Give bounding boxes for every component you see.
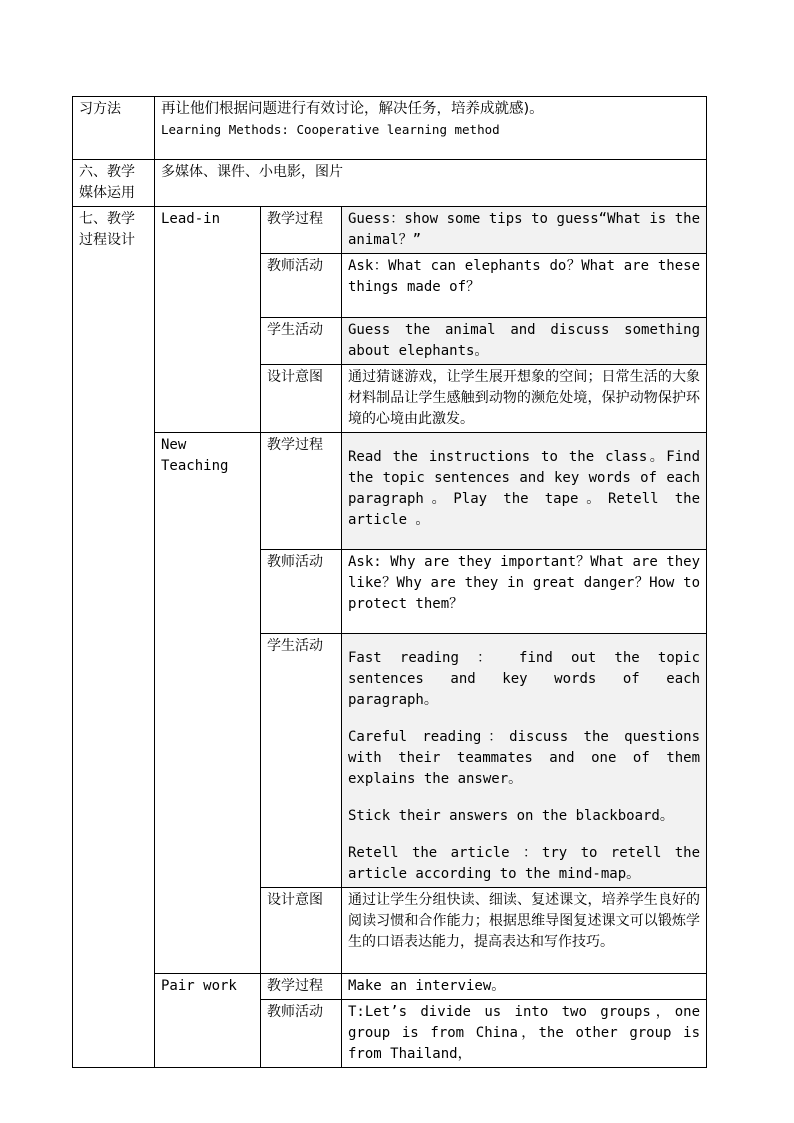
leadin-teacher-text: Ask：What can elephants do？What are these things made of？ <box>342 254 707 318</box>
new-process-label: 教学过程 <box>261 433 342 550</box>
fast-reading-text: Fast reading ： find out the topic sentences and key words of each paragraph。 <box>348 650 701 708</box>
leadin-teacher-label: 教师活动 <box>261 254 342 318</box>
new-process-text: Read the instructions to the class。Find the topic sentences and key words of each paragraph。Play the tape。Retell the article 。 <box>342 433 707 550</box>
methods-line-2: Learning Methods: Cooperative learning method <box>161 122 500 137</box>
pair-teacher-text: T:Let’s divide us into two groups，one group is from China，the other group is from Thailand， <box>342 1000 707 1068</box>
pair-row-1 <box>73 974 707 1000</box>
media-label: 六、教学媒体运用 <box>73 160 155 207</box>
careful-reading-text: Careful reading：discuss the questions with their teammates and one of them explains the answer。 <box>348 729 701 787</box>
leadin-row-1 <box>73 207 707 254</box>
new-row-1 <box>73 433 707 550</box>
leadin-intent-text: 通过猜谜游戏，让学生展开想象的空间；日常生活的大象材料制品让学生感触到动物的濒危处境，保护动物保护环境的心境由此激发。 <box>342 365 707 433</box>
lesson-plan-table <box>72 96 707 1068</box>
leadin-process-label: 教学过程 <box>261 207 342 254</box>
leadin-student-text: Guess the animal and discuss something about elephants。 <box>342 318 707 365</box>
leadin-process-text: Guess：show some tips to guess“What is the animal？” <box>342 207 707 254</box>
media-row <box>73 160 707 207</box>
stick-answers-text: Stick their answers on the blackboard。 <box>348 808 674 824</box>
new-intent-text: 通过让学生分组快读、细读、复述课文，培养学生良好的阅读习惯和合作能力；根据思维导图复述课文可以锻炼学生的口语表达能力，提高表达和写作技巧。 <box>342 888 707 974</box>
process-design-label: 七、教学过程设计 <box>73 207 155 1068</box>
leadin-stage: Lead-in <box>155 207 261 433</box>
leadin-student-label: 学生活动 <box>261 318 342 365</box>
retell-article-text: Retell the article ：try to retell the article according to the mind-map。 <box>348 845 701 882</box>
leadin-intent-label: 设计意图 <box>261 365 342 433</box>
new-teacher-label: 教师活动 <box>261 550 342 634</box>
new-teacher-text: Ask: Why are they important？What are they like？Why are they in great danger？How to protect them？ <box>342 550 707 634</box>
methods-content <box>155 97 707 160</box>
new-student-content <box>342 634 707 888</box>
new-student-label: 学生活动 <box>261 634 342 888</box>
pair-process-text: Make an interview。 <box>342 974 707 1000</box>
new-teaching-stage: New Teaching <box>155 433 261 974</box>
methods-row <box>73 97 707 160</box>
methods-line-1: 再让他们根据问题进行有效讨论，解决任务，培养成就感)。 <box>161 101 544 117</box>
pair-teacher-label: 教师活动 <box>261 1000 342 1068</box>
new-intent-label: 设计意图 <box>261 888 342 974</box>
pair-work-stage: Pair work <box>155 974 261 1068</box>
methods-label: 习方法 <box>73 97 155 160</box>
media-content: 多媒体、课件、小电影，图片 <box>155 160 707 207</box>
pair-process-label: 教学过程 <box>261 974 342 1000</box>
